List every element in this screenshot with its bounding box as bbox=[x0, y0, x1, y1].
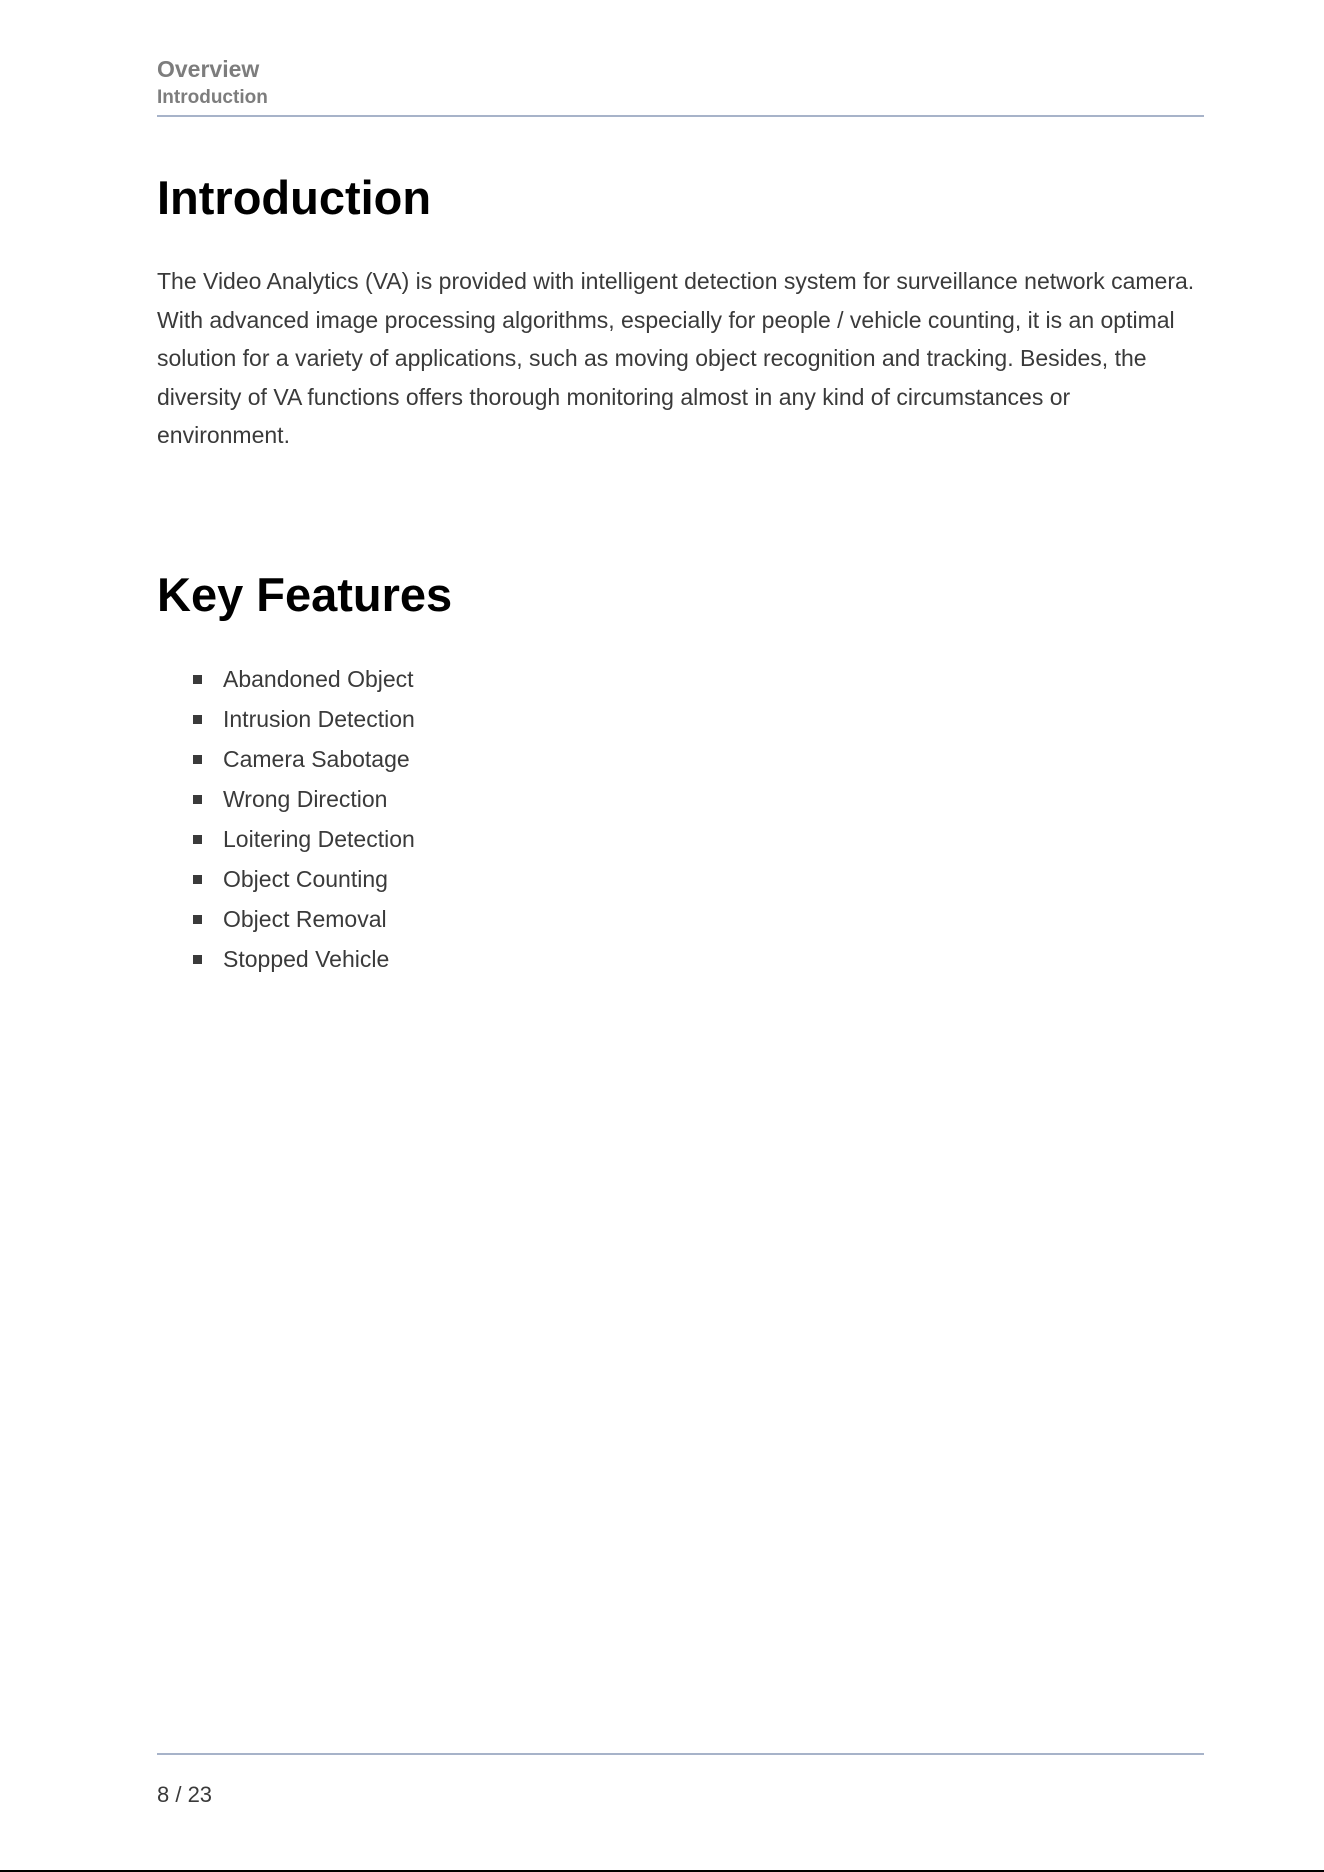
square-bullet-icon bbox=[193, 755, 202, 764]
square-bullet-icon bbox=[193, 675, 202, 684]
square-bullet-icon bbox=[193, 875, 202, 884]
list-item bbox=[193, 659, 1204, 699]
square-bullet-icon bbox=[193, 795, 202, 804]
footer-divider bbox=[157, 1753, 1204, 1755]
square-bullet-icon bbox=[193, 955, 202, 964]
running-header bbox=[157, 54, 1204, 110]
list-item-label: Camera Sabotage bbox=[223, 745, 410, 772]
header-divider bbox=[157, 115, 1204, 117]
list-item bbox=[193, 699, 1204, 739]
list-item bbox=[193, 739, 1204, 779]
list-item-label: Object Removal bbox=[223, 905, 387, 932]
list-item-label: Object Counting bbox=[223, 865, 388, 892]
key-features-list bbox=[157, 659, 1204, 979]
list-item bbox=[193, 939, 1204, 979]
list-item-label: Abandoned Object bbox=[223, 665, 414, 692]
introduction-heading: Introduction bbox=[157, 171, 432, 224]
introduction-paragraph: The Video Analytics (VA) is provided with intelligent detection system for surveillance network camera. With advanced image processing algorithms, especially for people / vehicle counting, it is an optimal solution for a variety of applications, such as moving object recognition and tracking. Besides, the diversity of VA functions offers thorough monitoring almost in any kind of circumstances or environment. bbox=[157, 268, 1195, 448]
header-subsection-title: Introduction bbox=[157, 87, 268, 108]
list-item-label: Intrusion Detection bbox=[223, 705, 415, 732]
square-bullet-icon bbox=[193, 835, 202, 844]
list-item bbox=[193, 779, 1204, 819]
header-section-title: Overview bbox=[157, 56, 260, 82]
square-bullet-icon bbox=[193, 915, 202, 924]
list-item bbox=[193, 899, 1204, 939]
list-item-label: Loitering Detection bbox=[223, 825, 415, 852]
page-number: 8 / 23 bbox=[157, 1782, 213, 1807]
square-bullet-icon bbox=[193, 715, 202, 724]
list-item-label: Wrong Direction bbox=[223, 785, 388, 812]
list-item-label: Stopped Vehicle bbox=[223, 945, 390, 972]
page-content bbox=[157, 160, 1204, 979]
key-features-heading: Key Features bbox=[157, 567, 453, 621]
list-item bbox=[193, 819, 1204, 859]
list-item bbox=[193, 859, 1204, 899]
